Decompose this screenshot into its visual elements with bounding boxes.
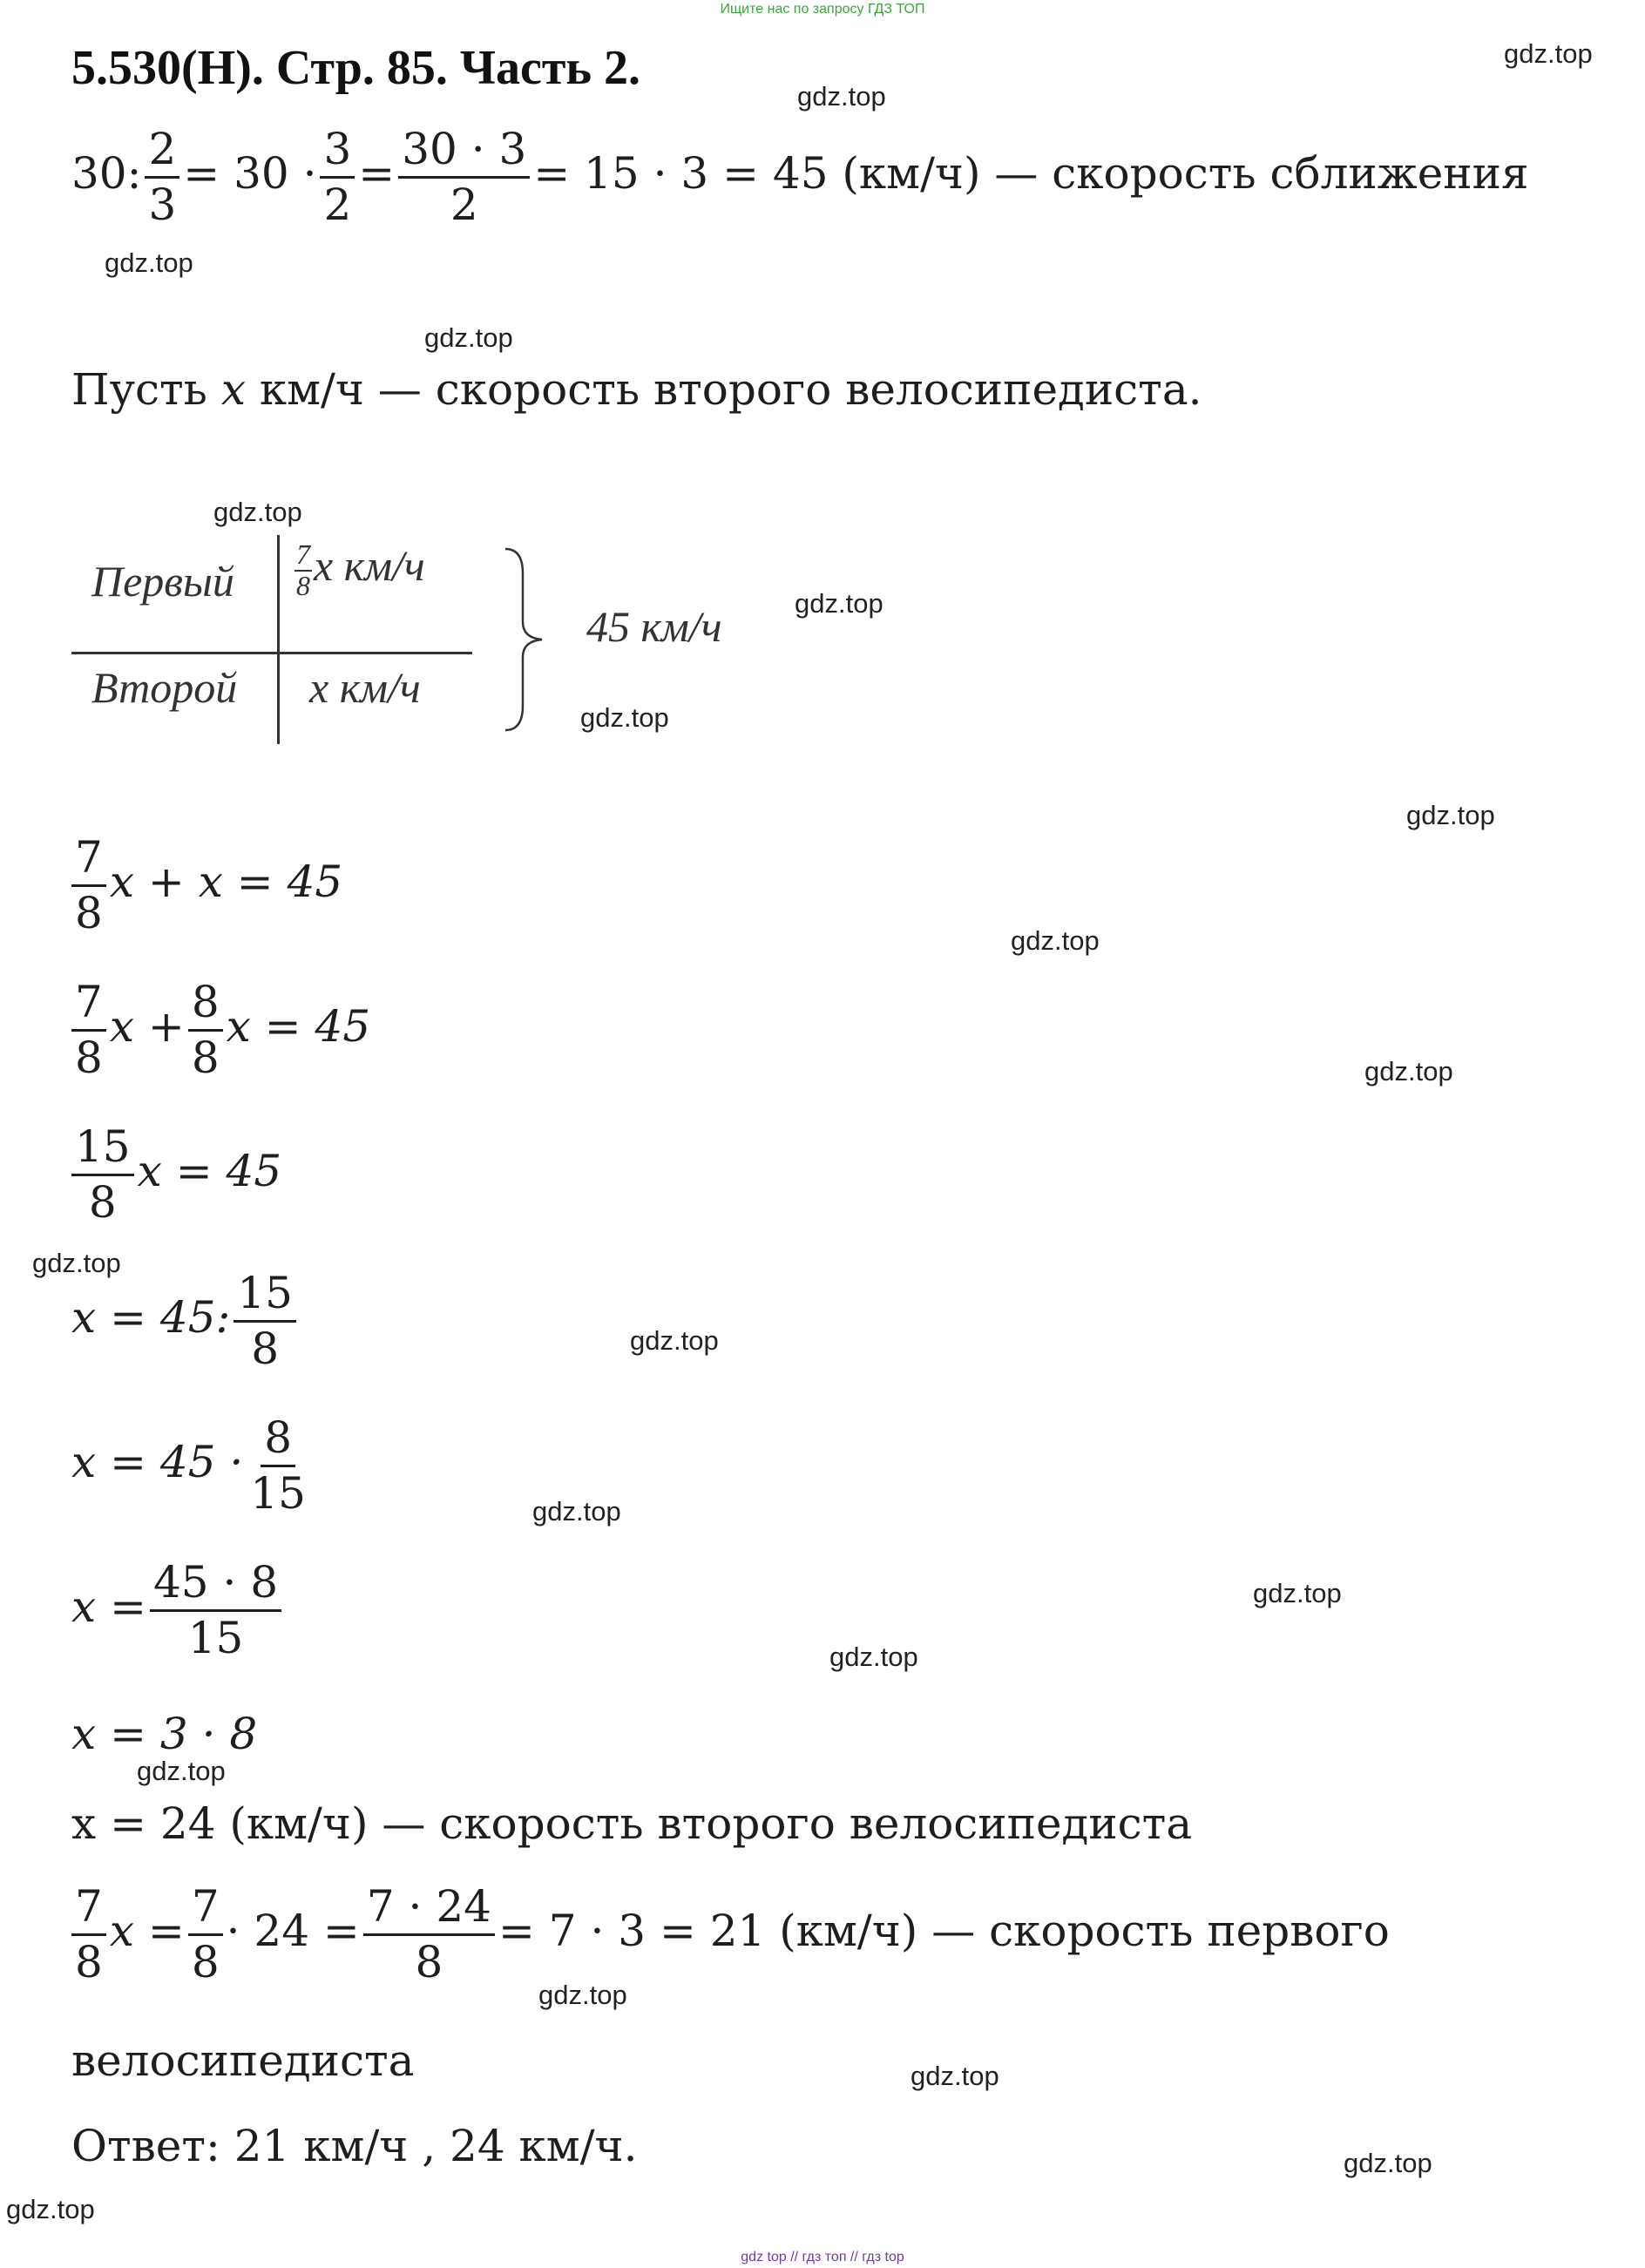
watermark: gdz.top (797, 81, 886, 112)
approach-speed-line: 30: $\frac{2}{3}$ = 30 · $\frac{3}{2}$ = $\frac{30 \cdot 3}{2}$ = 15 · 3 = 45 (км/ч) — скорость сближения (71, 124, 1529, 230)
row-second-value: x км/ч (309, 663, 421, 712)
row-first-value: $\frac{7}{8}$ x км/ч (296, 538, 425, 601)
row-second-label: Второй (91, 663, 238, 712)
equation-2: $\frac{7}{8}$ x + $\frac{8}{8}$ x = 45 (71, 979, 370, 1080)
total-speed-label: 45 км/ч (586, 602, 722, 651)
equation-1: $\frac{7}{8}$ x + x = 45 (71, 835, 342, 936)
page-title: 5.530(Н). Стр. 85. Часть 2. (71, 41, 640, 95)
top-notice[interactable]: Ищите нас по запросу ГДЗ ТОП (720, 2, 925, 17)
watermark: gdz.top (213, 497, 302, 527)
watermark: gdz.top (1253, 1578, 1342, 1608)
equation-5: x = 45 · $\frac{8}{15}$ (71, 1412, 306, 1519)
equation-6: x = $\frac{45 \cdot 8}{15}$ (71, 1560, 285, 1661)
equation-9: $\frac{7}{8}$ x = $\frac{7}{8}$ · 24 = $\frac{7 \cdot 24}{8}$ = 7 · 3 = 21 (км/ч) — скорость первого (71, 1884, 1390, 1985)
watermark: gdz.top (6, 2194, 95, 2224)
watermark: gdz.top (424, 322, 513, 353)
watermark: gdz.top (580, 702, 669, 733)
equation-4: x = 45: $\frac{15}{8}$ (71, 1270, 300, 1371)
watermark: gdz.top (795, 588, 883, 619)
equation-7: x = 3 · 8 (71, 1709, 258, 1759)
watermark: gdz.top (1011, 925, 1100, 956)
let-statement: Пусть x км/ч — скорость второго велосипедиста. (71, 364, 1202, 415)
row-first-label: Первый (91, 557, 234, 606)
watermark: gdz.top (630, 1325, 719, 1356)
equation-9-continuation: велосипедиста (71, 2035, 415, 2086)
equation-8: x = 24 (км/ч) — скорость второго велосипедиста (71, 1798, 1193, 1849)
answer-line: Ответ: 21 км/ч , 24 км/ч. (71, 2121, 638, 2171)
table-vertical-line (277, 535, 280, 744)
watermark: gdz.top (137, 1756, 226, 1786)
watermark: gdz.top (829, 1642, 918, 1672)
watermark: gdz.top (532, 1496, 621, 1527)
watermark: gdz.top (1504, 38, 1593, 69)
watermark: gdz.top (911, 2061, 999, 2091)
watermark: gdz.top (105, 247, 193, 278)
footer-links[interactable]: gdz top // гдз топ // гдз top (741, 2250, 904, 2265)
watermark: gdz.top (1344, 2148, 1432, 2178)
curly-brace-icon (498, 547, 551, 732)
table-horizontal-line (71, 652, 472, 654)
watermark: gdz.top (538, 1980, 627, 2010)
watermark: gdz.top (1406, 800, 1495, 830)
watermark: gdz.top (1364, 1056, 1453, 1087)
watermark: gdz.top (32, 1248, 121, 1278)
equation-3: $\frac{15}{8}$ x = 45 (71, 1124, 281, 1225)
